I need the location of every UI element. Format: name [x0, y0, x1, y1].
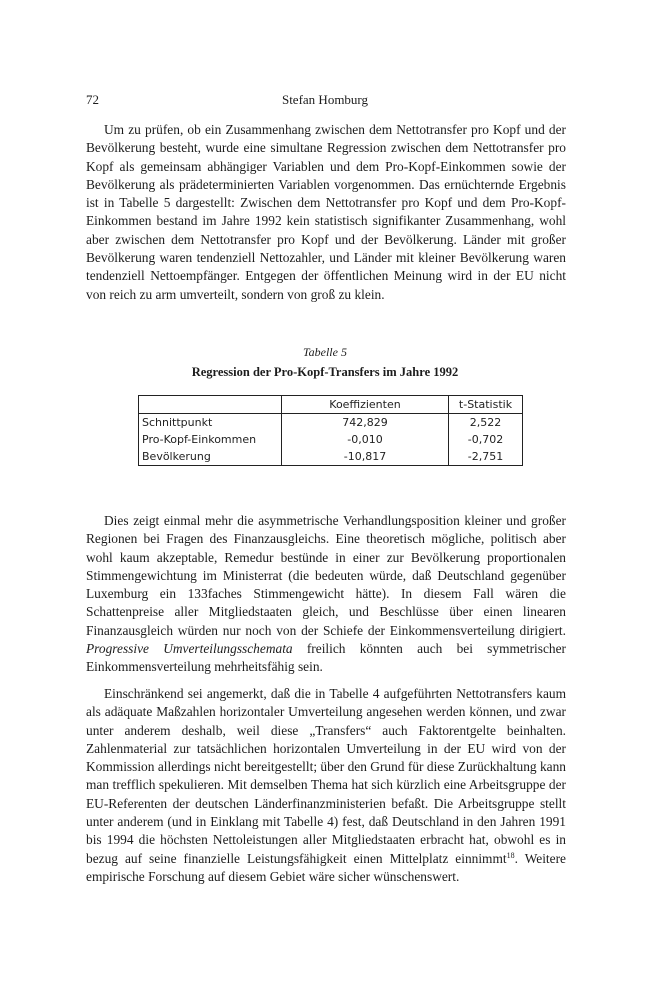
- row-label: Schnittpunkt: [139, 414, 282, 432]
- paragraph-text: Dies zeigt einmal mehr die asymmetrische Verhandlungsposition kleiner und großer Regionen bei Fragen des Finanzausgleichs. Eine theoretisch mögliche, politisch aber wohl kaum akzeptable, Remedur bestünde in einer zur Bevölkerung proportionalen Stimmengewichtung im Ministerrat (die bedeuten würde, daß Deutschland gegenüber Luxemburg ein 133faches Stimmengewicht hätte). In diesem Fall wären die Schattenpreise aller Mitgliedstaaten gleich, und Beschlüsse über einen linearen Finanzausgleich würden nur noch von der Schiefe der Einkommensverteilung dirigiert.: [86, 513, 566, 638]
- emphasized-term: Progressive Umverteilungsschemata: [86, 641, 293, 657]
- paragraph-asymmetric-bargaining: [86, 512, 566, 677]
- paragraph-text: . Weitere empirische Forschung auf diesem Gebiet wäre sicher wünschenswert.: [86, 850, 566, 884]
- header-coefficients: Koeffizienten: [282, 396, 449, 414]
- t-statistic-cell: -0,702: [449, 431, 523, 448]
- row-label: Pro-Kopf-Einkommen: [139, 431, 282, 448]
- table-title: Regression der Pro-Kopf-Transfers im Jahre 1992: [191, 365, 459, 379]
- regression-table: [138, 395, 523, 466]
- table-row: [139, 448, 523, 466]
- coefficient-cell: 742,829: [282, 414, 449, 432]
- row-label: Bevölkerung: [139, 448, 282, 466]
- table-label: Tabelle 5: [303, 345, 347, 359]
- table-header-row: [139, 396, 523, 414]
- paragraph-text: Einschränkend sei angemerkt, daß die in Tabelle 4 aufgeführten Nettotransfers kaum als adäquate Maßzahlen horizontaler Umverteilung angesehen werden können, und zwar unter anderem deshalb, weil diese „Transfers“ auch Faktorentgelte beinhalten. Zahlenmaterial zur tatsächlichen horizontalen Umverteilung in der EU wird von der Kommission allerdings nicht bereitgestellt; über den Grund für diese Zurückhaltung kann man trefflich spekulieren. Mit demselben Thema hat sich kürzlich eine Arbeitsgruppe der EU-Referenten der deutschen Länderfinanzministerien befaßt. Die Arbeitsgruppe stellt unter anderem (und in Einklang mit Tabelle 4) fest, daß Deutschland in den Jahren 1991 bis 1994 die höchsten Nettoleistungen aller Mitgliedstaaten erbracht hat, obwohl es in bezug auf seine finanzielle Leistungsfähigkeit einen Mittelplatz einnimmt: [86, 686, 566, 866]
- paragraph-regression-intro: Um zu prüfen, ob ein Zusammenhang zwischen dem Nettotransfer pro Kopf und der Bevölkerung besteht, wurde eine simultane Regression zwischen dem Nettotransfer pro Kopf als gemeinsam abhängiger Variablen und dem Pro-Kopf-Einkommen sowie der Bevölkerung als prädeterminierten Variablen vorgenommen. Das ernüchternde Ergebnis ist in Tabelle 5 dargestellt: Zwischen dem Nettotransfer pro Kopf und dem Pro-Kopf-Einkommen bestand im Jahre 1992 kein statistisch signifikanter Zusammenhang, wohl aber zwischen dem Nettotransfer pro Kopf und der Bevölkerung. Länder mit großer Bevölkerung waren tendenziell Nettozahler, und Länder mit kleiner Bevölkerung waren tendenziell Nettoempfänger. Entgegen der öffentlichen Meinung wird in der EU nicht von reich zu arm umverteilt, sondern von groß zu klein.: [86, 122, 566, 302]
- header-empty-cell: [139, 396, 282, 414]
- page-number: 72: [86, 92, 99, 107]
- t-statistic-cell: 2,522: [449, 414, 523, 432]
- t-statistic-cell: -2,751: [449, 448, 523, 466]
- table-row: [139, 431, 523, 448]
- footnote-marker[interactable]: 18: [506, 850, 515, 860]
- header-t-statistic: t-Statistik: [449, 396, 523, 414]
- paragraph-text: freilich könnten auch bei symmetrischer Einkommensverteilung mehrheitsfähig sein.: [86, 641, 566, 675]
- coefficient-cell: -10,817: [282, 448, 449, 466]
- table-row: [139, 414, 523, 432]
- running-header-author: Stefan Homburg: [281, 92, 369, 107]
- paragraph-net-transfers-caveat: [86, 685, 566, 886]
- coefficient-cell: -0,010: [282, 431, 449, 448]
